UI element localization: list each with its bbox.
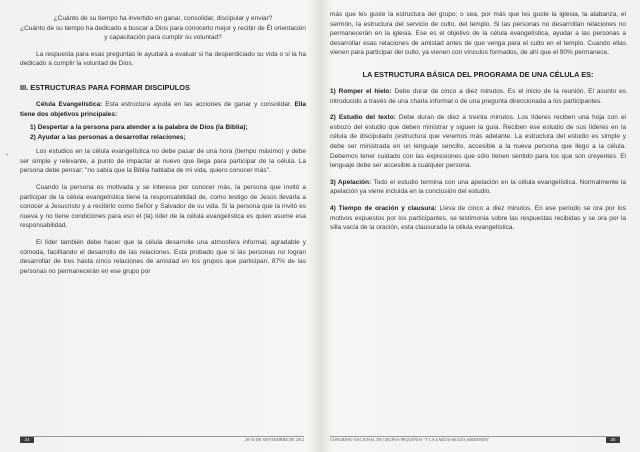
objective-2: 2) Ayudar a las personas a desarrollar relaciones; — [30, 134, 186, 142]
program-item-1-lead: 1) Romper el hielo: — [330, 87, 392, 95]
program-item-3 — [330, 178, 626, 197]
right-page-number: 25 — [606, 437, 620, 443]
intro-answer: La respuesta para esas preguntas le ayudará a evaluar si ha desperdiciado su vida o si la ha dedicado a cumplir la voluntad de Dios. — [20, 50, 306, 68]
section-heading-program: LA ESTRUCTURA BÁSICA DEL PROGRAMA DE UNA CÉLULA ES: — [362, 69, 594, 79]
left-page-number: 24 — [20, 437, 34, 443]
program-item-2-text: Debe duran de diez a treinta minutos. Los líderes reciben una hoja con el esbozo del estudio que deben ministrar y siguen la guía. Reciben ese estudio de sus líderes en la célula de discipulado (estructura que veremos más adelante. La estructura del estudio es simple y debe ser ministrada en un lenguaje sencillo, accesible a la nueva persona que llego a la célula. Debemos tener cuidado con las expresiones que sólo tienen sentido para los que son creyentes. El lenguaje debe ser accesible a cualquier persona. — [330, 114, 627, 170]
celula-objectives-intro: Ella tiene dos objetivos principales: — [20, 100, 307, 118]
paragraph-lider: El líder también debe hacer que la célula desarrolle una atmosfera informal, agradable y cómoda, facilitando el desarrollo de las relaciones. Esta probado que si las personas no logran desarrollar de tres hasta cinco relaciones de amistad en los grupos que participan, 87% de las personas no permanecerán en ese grupo por — [20, 238, 306, 275]
program-item-4 — [330, 204, 626, 233]
margin-mark: • — [6, 152, 8, 158]
section-heading-structures: III. ESTRUCTURAS PARA FORMAR DISCIPULOS — [20, 82, 190, 92]
celula-text: Esta estructura ayuda en las acciones de ganar y consolidar. — [102, 100, 295, 108]
intro-question-2: ¿Cuánto de su tiempo ha dedicado a buscar a Dios para conocerlo mejor y recibir de Él orientación y capacitación para cumplir su voluntad? — [20, 24, 306, 42]
objective-1: 1) Despertar a la persona para atender a la palabra de Dios (la Biblia); — [30, 124, 248, 132]
program-item-2-lead: 2) Estudio del texto: — [330, 114, 396, 122]
program-item-3-lead: 3) Apelación: — [330, 178, 372, 186]
program-item-4-lead: 4) Tiempo de oración y clausura: — [330, 204, 437, 212]
right-page — [320, 0, 640, 452]
program-item-3-text: Todo el estudio termina con una apelación en la célula evangelística. Normalmente la apelación ya viene incluida en la conclusión del estudio. — [330, 178, 627, 196]
program-item-2 — [330, 113, 626, 171]
left-footer — [20, 436, 304, 443]
intro-question-1: ¿Cuánto de su tiempo ha invertido en ganar, consolidar, discipular y enviar? — [53, 15, 273, 22]
celula-paragraph — [20, 100, 306, 119]
program-item-1 — [330, 87, 626, 106]
paragraph-estudios: Los estudios en la célula evangelística no debe pasar de una hora (tiempo máximo) y debe ser simple y relevante, a punto de impactar al nuevo que llega para participar de la célula. La persona debe pensar: "no sabía que la Biblia hablaba de mi vida, quiero conocer más". — [20, 148, 306, 175]
right-footer — [330, 436, 620, 443]
celula-lead: Célula Evangelística: — [36, 100, 103, 108]
program-item-1-text: Debe durar de cinco a diez minutos. Es el inicio de la reunión. El asunto es introducido a través de una charla informal o de una pregunta direccionada a los participantes. — [330, 87, 626, 105]
program-item-4-text: Lleva de cinco a diez minutos. En ese periodo se ora por los motivos expuestos por los participantes, se testimonia sobre las respuestas recibidas y se ora por la silla vacía de la oración, esta clausurada la célula evangelística. — [330, 204, 626, 232]
right-footer-text: CONGRESO NACIONAL DE GRUPOS PEQUEÑOS "Y LA ZARZA SEGUÍA ARDIENDO" — [330, 437, 490, 442]
left-footer-text: 28-30 DE SEPTIEMBRE DE 2012 — [244, 437, 304, 442]
paragraph-continuation: más que les guste la estructura del grupo; o sea, por más que les guste la iglesia, la alabanza, el sermón, la estructura del servicio de culto, del templo. Si las personas no desarrollan relaciones no permanecerán en la iglesia. Ese es el objetivo de la célula evangelística, ayudar a las personas a desarrollar esas relaciones de amistad antes de que venga para el culto en el templo. Cuando ellas vienen para participar del culto, ya vienen con vínculos formados, de ahí que el 90% permanece. — [330, 11, 626, 57]
paragraph-motivada: Cuando la persona es motivada y se interesa por conocer más, la persona que invitó a participar de la célula evangelística tiene la responsabilidad de, como testigo de Jesús llevarla a conocer a Jesucristo y a recibirlo como Señor y Salvador de su vida. Si la persona que la invitó es nueva y no tiene condiciones para eso el (la) líder de la célula evangelística es quien asume esa responsabilidad. — [20, 183, 306, 230]
